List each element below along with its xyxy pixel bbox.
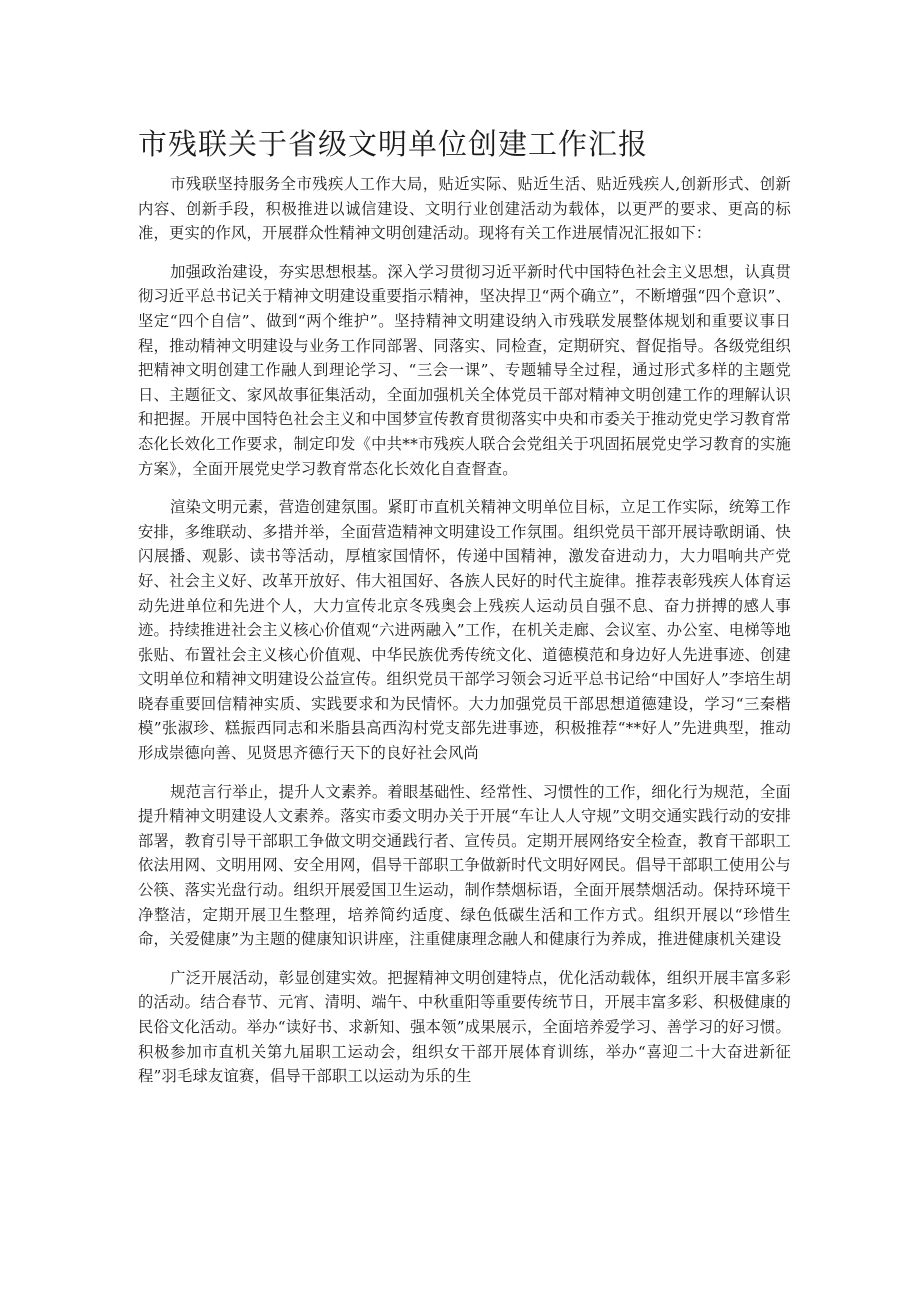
paragraph-activities: 广泛开展活动，彰显创建实效。把握精神文明创建特点，优化活动载体，组织开展丰富多彩的活动。结合春节、元宵、清明、端午、中秋重阳等重要传统节日，开展丰富多彩、积极健康的民俗文化活动。举办“读好书、求新知、强本领”成果展示，全面培养爱学习、善学习的好习惯。积极参加市直机关第九届职工运动会，组织女干部开展体育训练，举办“喜迎二十大奋进新征程”羽毛球友谊赛，倡导干部职工以运动为乐的生 [138,968,791,1086]
paragraph-civilization-atmosphere: 渲染文明元素，营造创建氛围。紧盯市直机关精神文明单位目标，立足工作实际，统筹工作安排，多维联动、多措并举，全面营造精神文明建设工作氛围。组织党员干部开展诗歌朗诵、快闪展播、观影、读书等活动，厚植家国情怀，传递中国精神，激发奋进动力，大力唱响共产党好、社会主义好、改革开放好、伟大祖国好、各族人民好的时代主旋律。推荐表彰残疾人体育运动先进单位和先进个人，大力宣传北京冬残奥会上残疾人运动员自强不息、奋力拼搏的感人事迹。持续推进社会主义核心价值观“六进两融入”工作，在机关走廊、会议室、办公室、电梯等地张贴、布置社会主义核心价值观、中华民族优秀传统文化、道德模范和身边好人先进事迹、创建文明单位和精神文明建设公益宣传。组织党员干部学习领会习近平总书记给“中国好人”李培生胡晓春重要回信精神实质、实践要求和为民情怀。大力加强党员干部思想道德建设，学习“三秦楷模”张淑珍、糕振西同志和米脂县高西沟村党支部先进事迹，积极推荐“**好人”先进典型，推动形成崇德向善、见贤思齐德行天下的良好社会风尚 [138,498,791,763]
document-body [138,172,791,1103]
paragraph-intro: 市残联坚持服务全市残疾人工作大局，贴近实际、贴近生活、贴近残疾人,创新形式、创新内容、创新手段，积极推进以诚信建设、文明行业创建活动为载体，以更严的要求、更高的标准，更实的作风，开展群众性精神文明创建活动。现将有关工作进展情况汇报如下： [138,175,791,243]
paragraph-political-building: 加强政治建设，夯实思想根基。深入学习贯彻习近平新时代中国特色社会主义思想，认真贯彻习近平总书记关于精神文明建设重要指示精神，坚决捍卫“两个确立”，不断增强“四个意识”、坚定“四个自信”、做到“两个维护”。坚持精神文明建设纳入市残联发展整体规划和重要议事日程，推动精神文明建设与业务工作同部署、同落实、同检查，定期研究、督促指导。各级党组织把精神文明创建工作融人到理论学习、“三会一课”、专题辅导全过程，通过形式多样的主题党日、主题征文、家风故事征集活动，全面加强机关全体党员干部对精神文明创建工作的理解认识和把握。开展中国特色社会主义和中国梦宣传教育贯彻落实中央和市委关于推动党史学习教育常态化长效化工作要求，制定印发《中共**市残疾人联合会党组关于巩固拓展党史学习教育的实施方案》，全面开展党史学习教育常态化长效化自查督查。 [138,262,791,478]
paragraph-conduct-standards: 规范言行举止，提升人文素养。着眼基础性、经常性、习惯性的工作，细化行为规范，全面提升精神文明建设人文素养。落实市委文明办关于开展“车让人人守规”文明交通实践行动的安排部署，教育引导干部职工争做文明交通践行者、宣传员。定期开展网络安全检查，教育干部职工依法用网、文明用网、安全用网，倡导干部职工争做新时代文明好网民。倡导干部职工使用公与公筷、落实光盘行动。组织开展爱国卫生运动，制作禁烟标语，全面开展禁烟活动。保持环境干净整洁，定期开展卫生整理，培养简约适度、绿色低碳生活和工作方式。组织开展以“珍惜生命，关爱健康”为主题的健康知识讲座，注重健康理念融人和健康行为养成，推进健康机关建设 [138,782,791,949]
document-title: 市残联关于省级文明单位创建工作汇报 [138,127,649,161]
